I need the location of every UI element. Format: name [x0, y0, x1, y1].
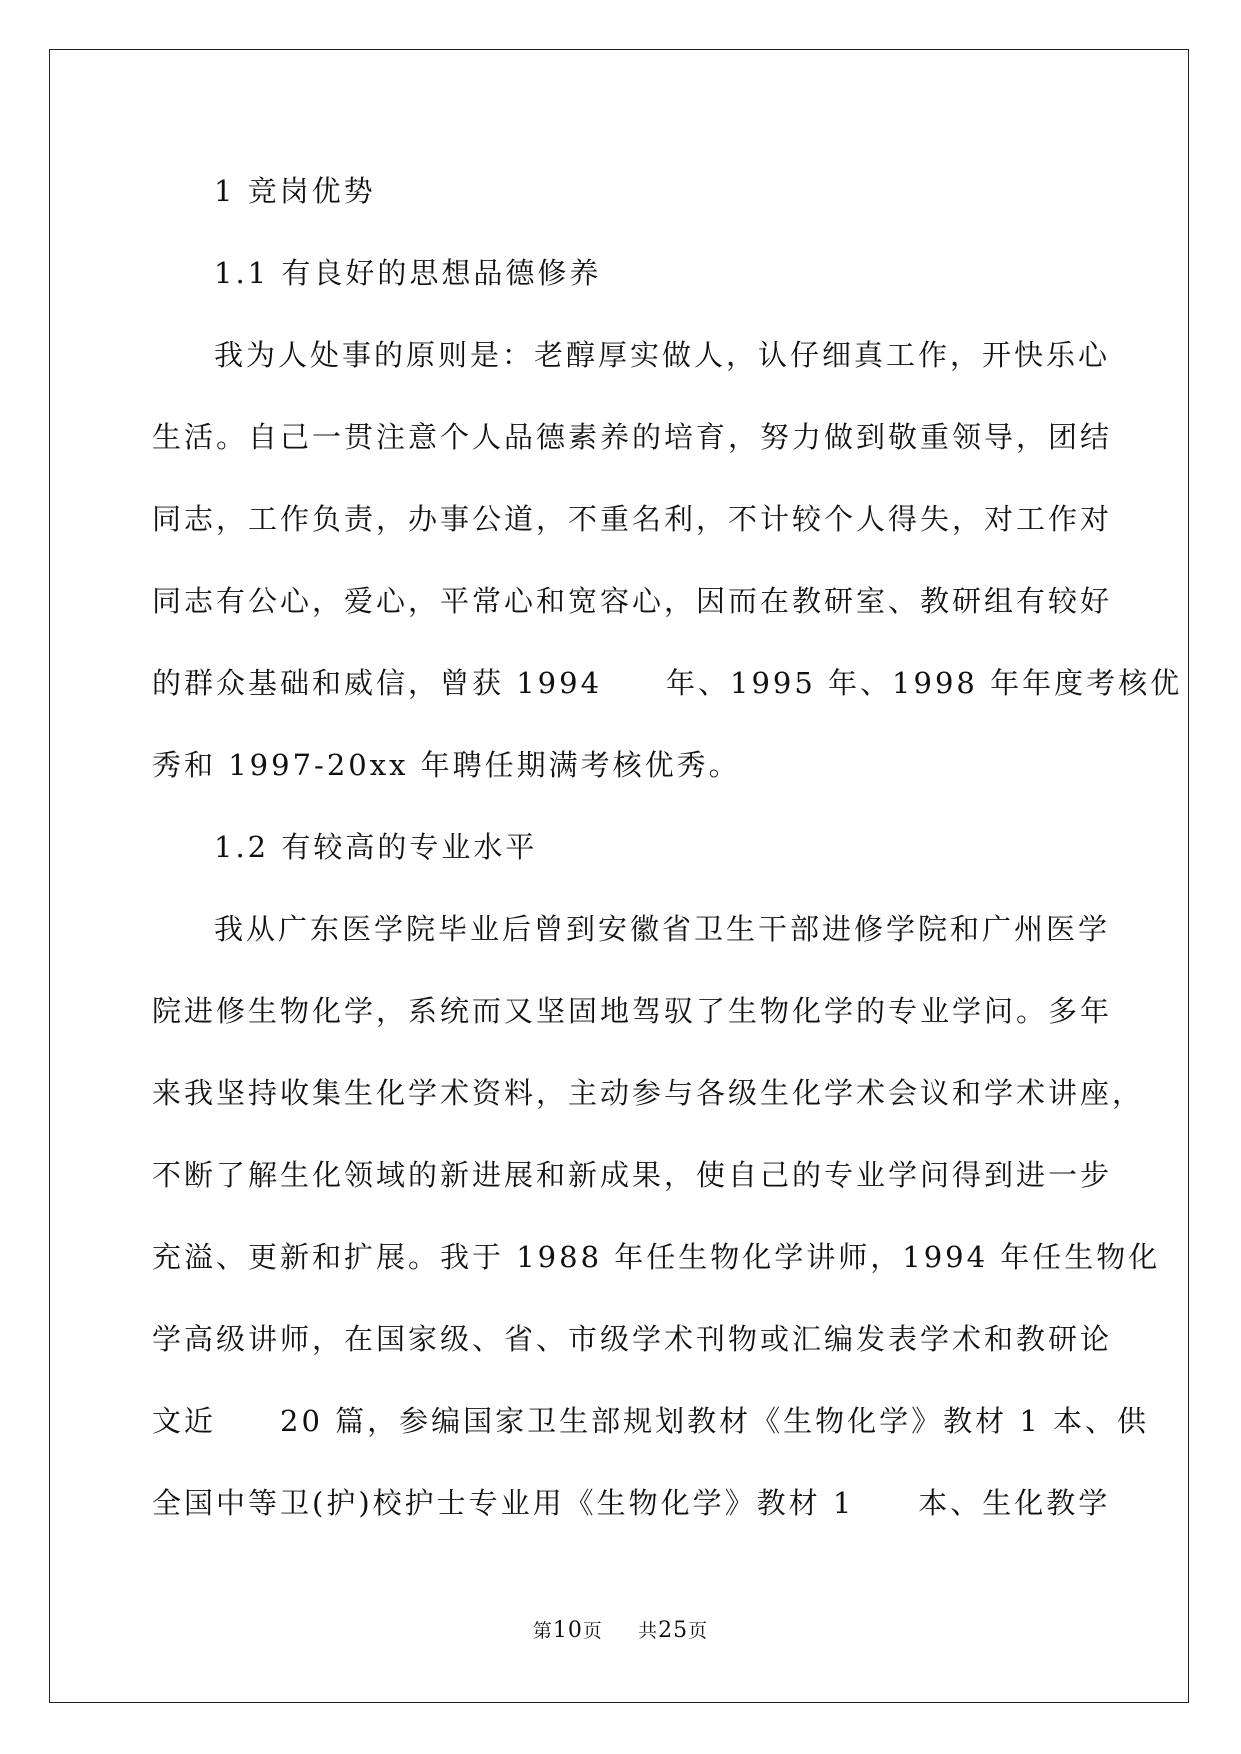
- total-suffix: 页: [688, 1620, 709, 1642]
- paragraph-line: 同志有公心，爱心，平常心和宽容心，因而在教研室、教研组有较好: [152, 584, 1113, 618]
- paragraph-line: 文近 20 篇，参编国家卫生部规划教材《生物化学》教材 1 本、供: [152, 1404, 1150, 1438]
- paragraph-line: 来我坚持收集生化学术资料，主动参与各级生化学术会议和学术讲座，: [152, 1076, 1145, 1110]
- paragraph-line: 我为人处事的原则是：老醇厚实做人，认仔细真工作，开快乐心: [214, 338, 1111, 372]
- paragraph-line: 同志，工作负责，办事公道，不重名利，不计较个人得失，对工作对: [152, 502, 1113, 536]
- paragraph-line: 秀和 1997-20xx 年聘任期满考核优秀。: [152, 748, 741, 782]
- paragraph-line: 我从广东医学院毕业后曾到安徽省卫生干部进修学院和广州医学: [214, 912, 1111, 946]
- paragraph-line: 全国中等卫(护)校护士专业用《生物化学》教材 1 本、生化教学: [152, 1486, 1111, 1520]
- page-prefix: 第: [532, 1620, 553, 1642]
- current-page-number: 10: [552, 1618, 583, 1643]
- total-prefix: 共: [638, 1620, 659, 1642]
- paragraph-line: 生活。自己一贯注意个人品德素养的培育，努力做到敬重领导，团结: [152, 420, 1113, 454]
- paragraph-line: 不断了解生化领域的新进展和新成果，使自己的专业学问得到进一步: [152, 1158, 1113, 1192]
- paragraph-line: 学高级讲师，在国家级、省、市级学术刊物或汇编发表学术和教研论: [152, 1322, 1113, 1356]
- paragraph-line: 院进修生物化学，系统而又坚固地驾驭了生物化学的专业学问。多年: [152, 994, 1113, 1028]
- subsection-heading: 1.1 有良好的思想品德修养: [214, 256, 602, 290]
- subsection-heading: 1.2 有较高的专业水平: [214, 830, 538, 864]
- page-suffix: 页: [582, 1620, 603, 1642]
- document-body: [152, 166, 1183, 1560]
- paragraph-line: 充溢、更新和扩展。我于 1988 年任生物化学讲师，1994 年任生物化: [152, 1240, 1161, 1274]
- section-heading: 1 竞岗优势: [214, 174, 376, 208]
- paragraph-line: 的群众基础和威信，曾获 1994 年、1995 年、1998 年年度考核优: [152, 666, 1183, 700]
- total-page-count: 25: [658, 1618, 689, 1643]
- page-footer: [0, 1616, 1241, 1643]
